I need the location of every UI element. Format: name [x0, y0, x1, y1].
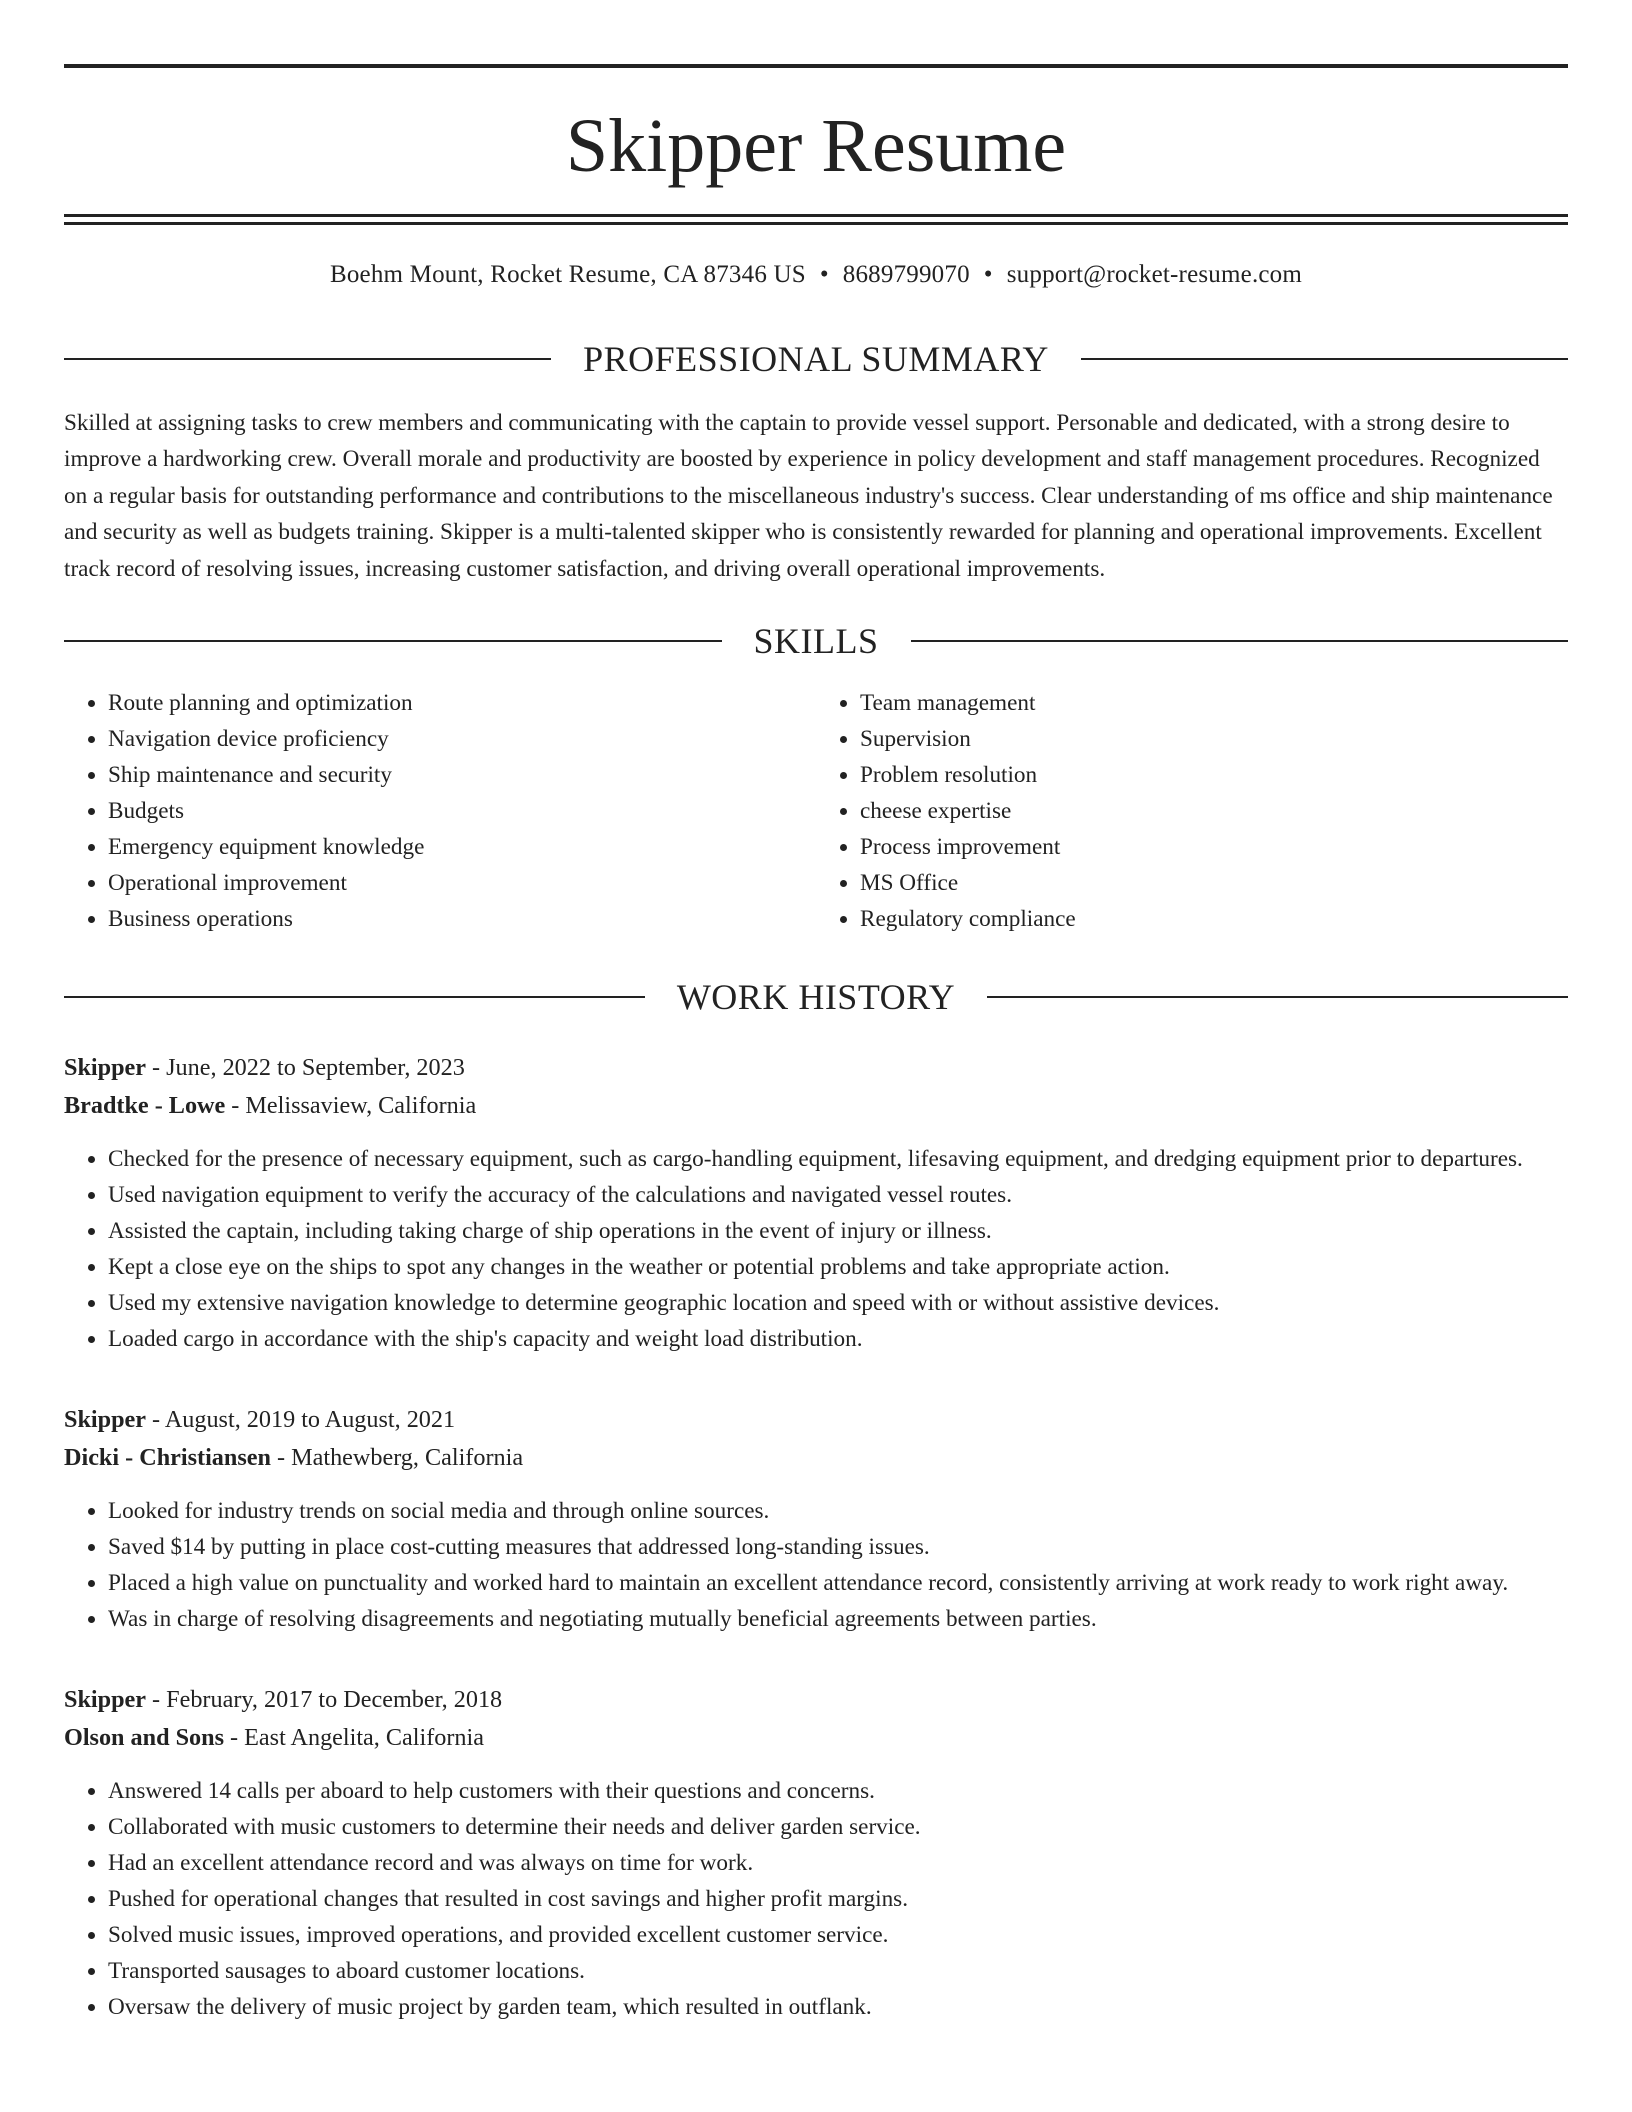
job-company: Dicki - Christiansen	[64, 1444, 271, 1472]
skills-column-right	[816, 685, 1568, 937]
job-bullet: • Pushed for operational changes that resulted in cost savings and higher profit margins.	[108, 1881, 1568, 1917]
job-company-line	[64, 1087, 1568, 1125]
job-bullet: • Assisted the captain, including taking charge of ship operations in the event of injury or illness.	[108, 1213, 1568, 1249]
job-dates: - June, 2022 to September, 2023	[146, 1054, 465, 1082]
job-title-line	[64, 1401, 1568, 1439]
job-bullet: • Collaborated with music customers to determine their needs and deliver garden service.	[108, 1809, 1568, 1845]
skill-item: • Process improvement	[860, 829, 1568, 865]
heading-rule	[64, 996, 645, 998]
skill-item: • Supervision	[860, 721, 1568, 757]
skill-item: • MS Office	[860, 865, 1568, 901]
job-title: Skipper	[64, 1686, 146, 1714]
work-history-heading	[64, 977, 1568, 1017]
job-location: - East Angelita, California	[224, 1724, 484, 1752]
heading-rule	[1081, 358, 1568, 360]
job-bullet: • Solved music issues, improved operations, and provided excellent customer service.	[108, 1917, 1568, 1953]
heading-rule	[64, 640, 722, 642]
summary-heading-label: PROFESSIONAL SUMMARY	[583, 339, 1049, 379]
page-title: Skipper Resume	[565, 104, 1067, 188]
job-bullet: • Kept a close eye on the ships to spot any changes in the weather or potential problems and take appropriate action.	[108, 1249, 1568, 1285]
job-bullet: • Used navigation equipment to verify the accuracy of the calculations and navigated vessel routes.	[108, 1177, 1568, 1213]
job-bullet: • Had an excellent attendance record and was always on time for work.	[108, 1845, 1568, 1881]
skill-item: • Budgets	[108, 793, 816, 829]
title-double-rule	[64, 214, 1568, 225]
work-history-heading-label: WORK HISTORY	[676, 977, 956, 1018]
job-bullet: • Loaded cargo in accordance with the ship's capacity and weight load distribution.	[108, 1321, 1568, 1357]
job-title: Skipper	[64, 1054, 146, 1082]
skill-item: • cheese expertise	[860, 793, 1568, 829]
contact-email: support@rocket-resume.com	[1006, 261, 1303, 288]
job-bullet: • Saved $14 by putting in place cost-cutting measures that addressed long-standing issues.	[108, 1529, 1568, 1565]
contact-line	[64, 259, 1568, 291]
skills-heading	[64, 621, 1568, 661]
skills-heading-label: SKILLS	[753, 621, 879, 662]
job-bullet: • Used my extensive navigation knowledge to determine geographic location and speed with or without assistive devices.	[108, 1285, 1568, 1321]
job-title-line	[64, 1681, 1568, 1719]
skill-item: • Business operations	[108, 901, 816, 937]
job-location: - Mathewberg, California	[270, 1444, 524, 1472]
heading-rule	[987, 996, 1568, 998]
job-entry	[64, 1049, 1568, 1357]
job-title: Skipper	[64, 1406, 146, 1434]
summary-text: Skilled at assigning tasks to crew members and communicating with the captain to provide vessel support. Personable and dedicated, with a strong desire to improve a hardworking crew. Overall morale and productivity are boosted by experience in policy development and staff management procedures. Recognized on a regular basis for outstanding performance and contributions to the miscellaneous industry's success. Clear understanding of ms office and ship maintenance and security as well as budgets training. Skipper is a multi-talented skipper who is consistently rewarded for planning and operational improvements. Excellent track record of resolving issues, increasing customer satisfaction, and driving overall operational improvements.	[64, 410, 1553, 582]
job-bullets	[64, 1141, 1568, 1357]
job-bullet: • Looked for industry trends on social media and through online sources.	[108, 1493, 1568, 1529]
job-bullet: • Answered 14 calls per aboard to help customers with their questions and concerns.	[108, 1773, 1568, 1809]
skill-item: • Regulatory compliance	[860, 901, 1568, 937]
skill-item: • Navigation device proficiency	[108, 721, 816, 757]
job-company: Olson and Sons	[64, 1724, 224, 1752]
job-title-line	[64, 1049, 1568, 1087]
job-bullet: • Checked for the presence of necessary equipment, such as cargo-handling equipment, lifesaving equipment, and dredging equipment prior to departures.	[108, 1141, 1568, 1177]
skills-list	[64, 685, 1568, 937]
job-company: Bradtke - Lowe	[64, 1092, 226, 1120]
heading-rule	[64, 358, 551, 360]
skill-item: • Operational improvement	[108, 865, 816, 901]
skill-item: • Team management	[860, 685, 1568, 721]
job-entry	[64, 1401, 1568, 1637]
skill-item: • Emergency equipment knowledge	[108, 829, 816, 865]
job-dates: - February, 2017 to December, 2018	[146, 1686, 503, 1714]
skills-column-left	[64, 685, 816, 937]
skill-item: • Route planning and optimization	[108, 685, 816, 721]
contact-separator: •	[983, 261, 993, 288]
job-company-line	[64, 1439, 1568, 1477]
job-dates: - August, 2019 to August, 2021	[146, 1406, 456, 1434]
job-location: - Melissaview, California	[225, 1092, 477, 1120]
contact-address: Boehm Mount, Rocket Resume, CA 87346 US	[329, 261, 806, 288]
job-company-line	[64, 1719, 1568, 1757]
heading-rule	[911, 640, 1569, 642]
job-entry	[64, 1681, 1568, 2025]
skill-item: • Problem resolution	[860, 757, 1568, 793]
skill-item: • Ship maintenance and security	[108, 757, 816, 793]
job-bullets	[64, 1493, 1568, 1637]
job-bullet: • Transported sausages to aboard customer locations.	[108, 1953, 1568, 1989]
summary-heading	[64, 339, 1568, 379]
contact-phone: 8689799070	[842, 261, 970, 288]
job-bullet: • Placed a high value on punctuality and worked hard to maintain an excellent attendance record, consistently arriving at work ready to work right away.	[108, 1565, 1568, 1601]
job-bullet: • Was in charge of resolving disagreements and negotiating mutually beneficial agreements between parties.	[108, 1601, 1568, 1637]
contact-separator: •	[819, 261, 829, 288]
job-bullets	[64, 1773, 1568, 2025]
job-bullet: • Oversaw the delivery of music project by garden team, which resulted in outflank.	[108, 1989, 1568, 2025]
top-rule	[64, 64, 1568, 68]
